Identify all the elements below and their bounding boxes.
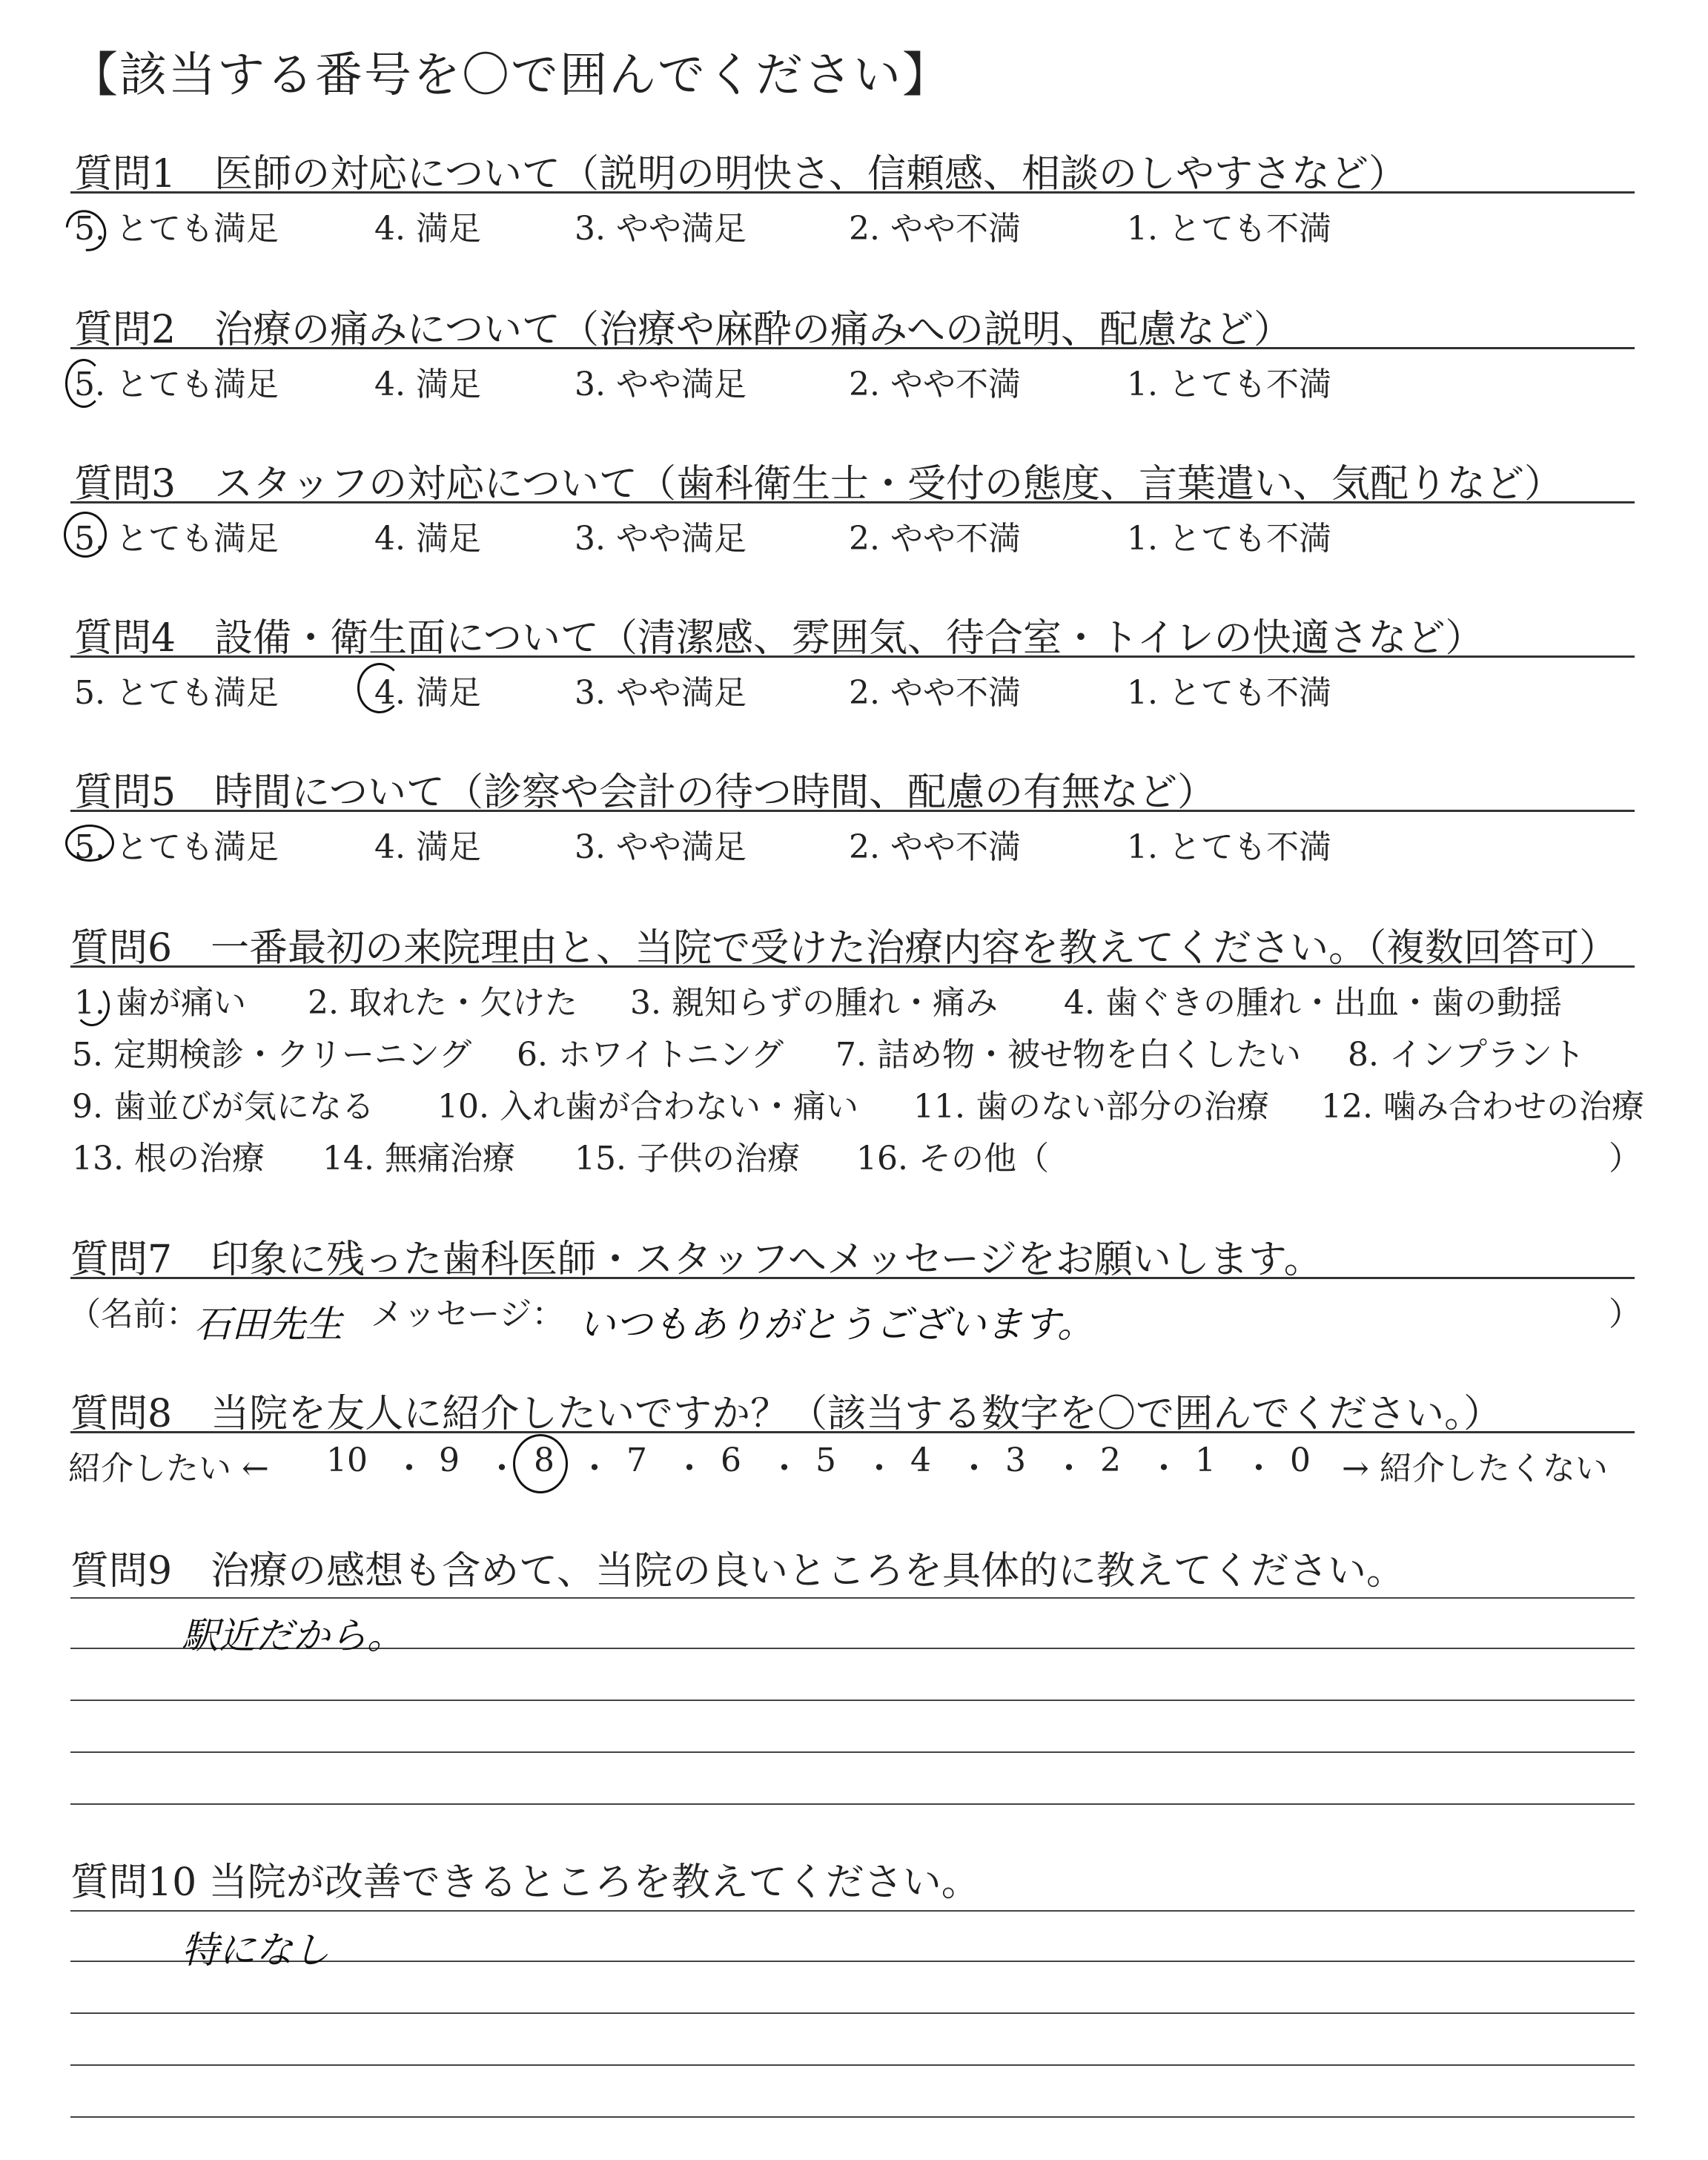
q3-option-2[interactable]: 2. やや不満 xyxy=(849,520,1021,558)
q8-separator: ・ xyxy=(1148,1450,1180,1487)
question-7-title: 質問7 印象に残った歯科医師・スタッフへメッセージをお願いします。 xyxy=(70,1238,1323,1282)
q6-other-close-paren: ） xyxy=(1609,1140,1641,1178)
q5-option-3[interactable]: 3. やや満足 xyxy=(575,828,747,866)
q2-option-2[interactable]: 2. やや不満 xyxy=(849,366,1021,403)
question-4-title: 質問4 設備・衛生面について（清潔感、雰囲気、待合室・トイレの快適さなど） xyxy=(74,616,1484,661)
q3-option-4[interactable]: 4. 満足 xyxy=(374,520,481,558)
question-8-title: 質問8 当院を友人に紹介したいですか？（該当する数字を〇で囲んでください。） xyxy=(70,1392,1503,1436)
question-1-title: 質問1 医師の対応について（説明の明快さ、信頼感、相談のしやすさなど） xyxy=(74,152,1407,196)
q8-value-7[interactable]: 7 xyxy=(626,1441,647,1479)
q4-option-1[interactable]: 1. とても不満 xyxy=(1127,674,1331,712)
q8-value-10[interactable]: 10 xyxy=(326,1441,368,1479)
q6-option-7[interactable]: 7. 詰め物・被せ物を白くしたい xyxy=(835,1036,1301,1074)
q6-option-4[interactable]: 4. 歯ぐきの腫れ・出血・歯の動揺 xyxy=(1064,984,1562,1022)
q4-option-4[interactable]: 4. 満足 xyxy=(374,674,481,712)
q8-separator: ・ xyxy=(958,1450,990,1487)
q10-answer-line xyxy=(70,2064,1635,2066)
q7-name-value[interactable]: 石田先生 xyxy=(194,1303,342,1346)
q8-separator: ・ xyxy=(486,1450,518,1487)
q6-option-12[interactable]: 12. 噛み合わせの治療 xyxy=(1321,1088,1644,1126)
question-4-rule xyxy=(70,655,1635,658)
q1-option-3[interactable]: 3. やや満足 xyxy=(575,210,747,248)
q8-value-2[interactable]: 2 xyxy=(1100,1441,1121,1479)
q8-left-label: 紹介したい ← xyxy=(68,1450,269,1487)
question-2-title: 質問2 治療の痛みについて（治療や麻酔の痛みへの説明、配慮など） xyxy=(74,308,1293,352)
q2-option-4[interactable]: 4. 満足 xyxy=(374,366,481,403)
q1-option-1[interactable]: 1. とても不満 xyxy=(1127,210,1331,248)
q6-option-3[interactable]: 3. 親知らずの腫れ・痛み xyxy=(630,984,998,1022)
q8-value-6[interactable]: 6 xyxy=(721,1441,741,1479)
q10-answer-line xyxy=(70,1910,1635,1912)
q3-option-1[interactable]: 1. とても不満 xyxy=(1127,520,1331,558)
q8-value-9[interactable]: 9 xyxy=(439,1441,460,1479)
q4-option-5[interactable]: 5. とても満足 xyxy=(74,674,279,712)
q9-answer[interactable]: 駅近だから。 xyxy=(182,1614,404,1657)
q7-message-value[interactable]: いつもありがとうございます。 xyxy=(578,1303,1094,1346)
q8-value-1[interactable]: 1 xyxy=(1195,1441,1216,1479)
q6-option-2[interactable]: 2. 取れた・欠けた xyxy=(308,984,577,1022)
q3-option-5[interactable]: 5. とても満足 xyxy=(74,520,279,558)
q6-option-5[interactable]: 5. 定期検診・クリーニング xyxy=(72,1036,472,1074)
question-1-rule xyxy=(70,191,1635,194)
q8-value-3[interactable]: 3 xyxy=(1005,1441,1026,1479)
q6-selection-circle xyxy=(74,985,110,1026)
q8-selection-circle xyxy=(513,1434,568,1493)
q6-option-8[interactable]: 8. インプラント xyxy=(1348,1036,1585,1074)
q1-option-4[interactable]: 4. 満足 xyxy=(374,210,481,248)
q2-option-3[interactable]: 3. やや満足 xyxy=(575,366,747,403)
question-6-rule xyxy=(70,965,1635,968)
q6-option-14[interactable]: 14. 無痛治療 xyxy=(322,1140,515,1178)
q10-answer[interactable]: 特になし xyxy=(182,1929,330,1972)
q7-close-paren: ） xyxy=(1609,1295,1641,1333)
q10-answer-line xyxy=(70,2012,1635,2014)
q8-separator: ・ xyxy=(768,1450,801,1487)
q8-separator: ・ xyxy=(863,1450,896,1487)
q5-option-5[interactable]: 5. とても満足 xyxy=(74,828,279,866)
q1-option-5[interactable]: 5. とても満足 xyxy=(74,210,279,248)
q8-value-4[interactable]: 4 xyxy=(910,1441,931,1479)
q6-option-1[interactable]: 1. 歯が痛い xyxy=(74,984,246,1022)
q9-answer-line xyxy=(70,1700,1635,1701)
q8-separator: ・ xyxy=(1053,1450,1085,1487)
q7-message-label: メッセージ： xyxy=(371,1295,565,1333)
q9-answer-line xyxy=(70,1597,1635,1599)
q6-option-16[interactable]: 16. その他（ xyxy=(856,1140,1049,1178)
q8-value-5[interactable]: 5 xyxy=(815,1441,836,1479)
q6-option-11[interactable]: 11. 歯のない部分の治療 xyxy=(913,1088,1269,1126)
q5-selection-circle xyxy=(65,825,114,862)
question-5-rule xyxy=(70,810,1635,812)
q1-option-2[interactable]: 2. やや不満 xyxy=(849,210,1021,248)
question-3-title: 質問3 スタッフの対応について（歯科衛生士・受付の態度、言葉遣い、気配りなど） xyxy=(74,462,1563,506)
q6-option-9[interactable]: 9. 歯並びが気になる xyxy=(72,1088,374,1126)
q9-answer-line xyxy=(70,1751,1635,1753)
q10-answer-line xyxy=(70,2116,1635,2118)
q2-option-5[interactable]: 5. とても満足 xyxy=(74,366,279,403)
q5-option-2[interactable]: 2. やや不満 xyxy=(849,828,1021,866)
question-2-rule xyxy=(70,347,1635,349)
q8-value-0[interactable]: 0 xyxy=(1290,1441,1311,1479)
question-7-rule xyxy=(70,1277,1635,1279)
q6-option-10[interactable]: 10. 入れ歯が合わない・痛い xyxy=(437,1088,858,1126)
q8-separator: ・ xyxy=(393,1450,426,1487)
question-6-title: 質問6 一番最初の来院理由と、当院で受けた治療内容を教えてください。（複数回答可） xyxy=(70,926,1618,971)
q4-selection-circle xyxy=(357,663,402,713)
q2-option-1[interactable]: 1. とても不満 xyxy=(1127,366,1331,403)
q3-option-3[interactable]: 3. やや満足 xyxy=(575,520,747,558)
question-10-title: 質問10 当院が改善できるところを教えてください。 xyxy=(70,1860,980,1905)
q6-option-6[interactable]: 6. ホワイトニング xyxy=(517,1036,784,1074)
q7-name-label: （名前： xyxy=(68,1295,199,1333)
q8-right-label: → 紹介したくない xyxy=(1342,1450,1608,1487)
question-5-title: 質問5 時間について（診察や会計の待つ時間、配慮の有無など） xyxy=(74,770,1217,815)
q6-option-15[interactable]: 15. 子供の治療 xyxy=(575,1140,800,1178)
q9-answer-line xyxy=(70,1803,1635,1805)
form-header: 【該当する番号を〇で囲んでください】 xyxy=(70,48,951,103)
q3-selection-circle xyxy=(64,512,107,558)
q8-separator: ・ xyxy=(578,1450,611,1487)
q5-option-4[interactable]: 4. 満足 xyxy=(374,828,481,866)
q4-option-2[interactable]: 2. やや不満 xyxy=(849,674,1021,712)
question-9-title: 質問9 治療の感想も含めて、当院の良いところを具体的に教えてください。 xyxy=(70,1549,1406,1593)
q4-option-3[interactable]: 3. やや満足 xyxy=(575,674,747,712)
q2-selection-circle xyxy=(65,359,102,408)
q8-separator: ・ xyxy=(1242,1450,1275,1487)
q8-separator: ・ xyxy=(673,1450,706,1487)
q5-option-1[interactable]: 1. とても不満 xyxy=(1127,828,1331,866)
q6-option-13[interactable]: 13. 根の治療 xyxy=(72,1140,265,1178)
q8-value-8[interactable]: 8 xyxy=(534,1441,555,1479)
question-8-rule xyxy=(70,1431,1635,1433)
question-3-rule xyxy=(70,501,1635,503)
